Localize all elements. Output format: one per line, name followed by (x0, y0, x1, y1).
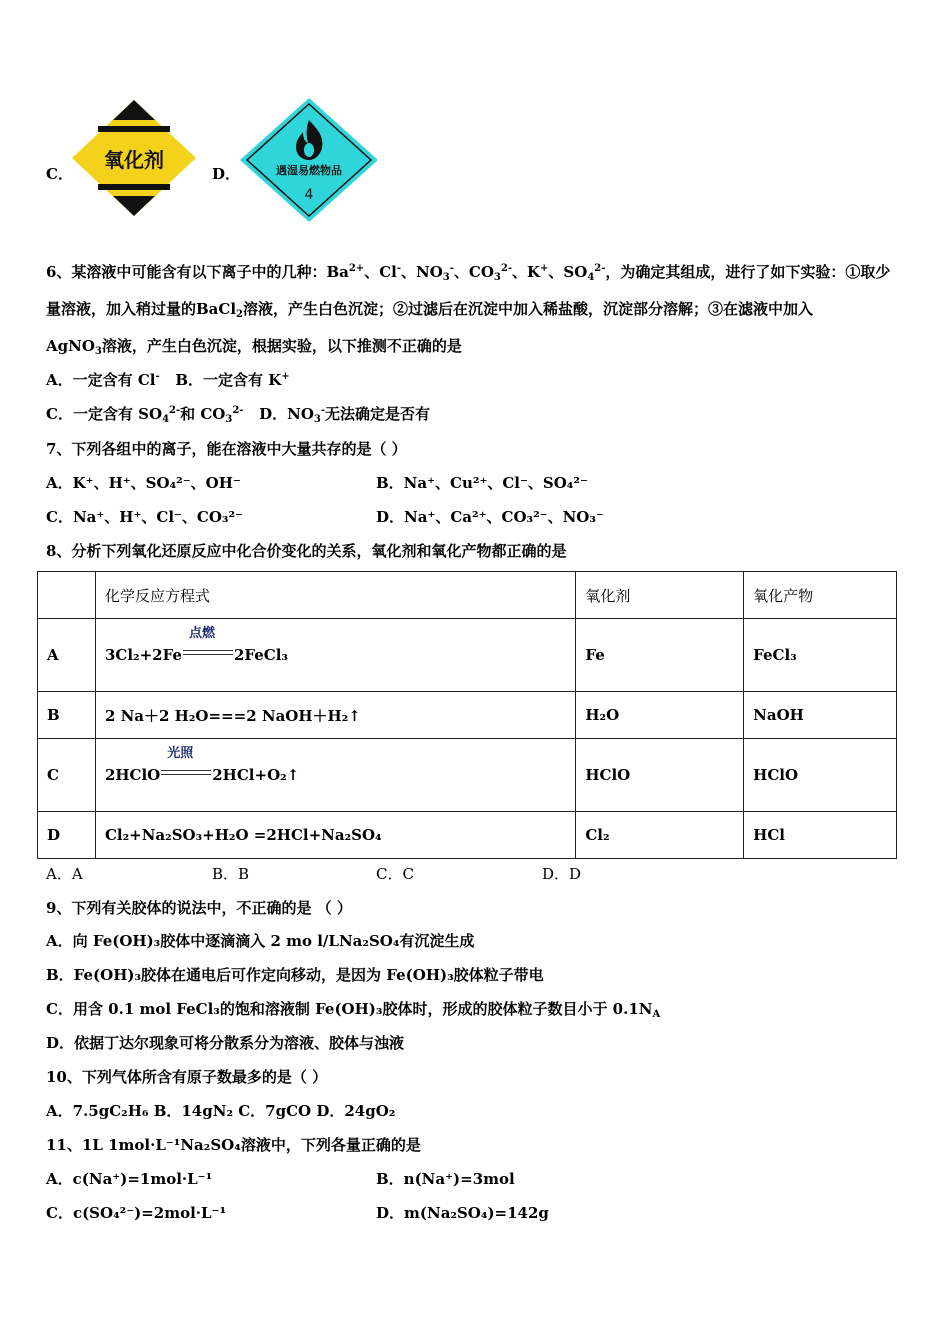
q11-option-c: C．c(SO₄²⁻)=2mol·L⁻¹ (46, 1204, 227, 1222)
wet-flammable-sign (240, 98, 378, 226)
row-label: B (38, 692, 96, 739)
q10-options: A．7.5gC₂H₆ B．14gN₂ C．7gCO D．24gO₂ (46, 1102, 396, 1120)
header-oxidant: 氧化剂 (576, 572, 744, 619)
q8-answer-d: D．D (542, 865, 582, 883)
q9-option-d: D．依据丁达尔现象可将分散系分为溶液、胶体与浊液 (46, 1034, 405, 1052)
q8-answer-a: A．A (46, 865, 83, 883)
option-d-label: D． (212, 165, 241, 183)
q7-option-a: A．K⁺、H⁺、SO₄²⁻、OH⁻ (46, 474, 241, 492)
oxidizer-sign-text: 氧化剂 (104, 148, 164, 172)
wet-flammable-number: 4 (304, 187, 314, 203)
q8-stem: 8、分析下列氧化还原反应中化合价变化的关系，氧化剂和氧化产物都正确的是 (46, 542, 567, 560)
q6-stem-line2: 量溶液，加入稍过量的BaCl$_2$溶液，产生白色沉淀；②过滤后在沉淀中加入稀盐酸，沉淀部分溶解；③在滤液中加入 (46, 300, 814, 320)
table-row (38, 692, 897, 739)
q11-stem: 11、1L 1mol·L⁻¹Na₂SO₄溶液中，下列各量正确的是 (46, 1136, 421, 1154)
q6-options-cd: C．一定含有 $SO_4^{2-}$和 $CO_3^{2-}$ D．$NO_3^-$无法确定是否有 (46, 405, 431, 425)
row-equation: 2HClO 光照 2HCl+O₂↑ (95, 739, 575, 812)
row-equation: 2 Na＋2 H₂O===2 NaOH＋H₂↑ (95, 692, 575, 739)
row-equation: 3Cl₂+2Fe 点燃 2FeCl₃ (95, 619, 575, 692)
q8-answer-c: C．C (376, 865, 414, 883)
table-header-row (38, 572, 897, 619)
row-oxidant: HClO (576, 739, 744, 812)
q9-stem: 9、下列有关胶体的说法中，不正确的是 （ ） (46, 899, 352, 917)
q6-options-ab: A．一定含有 Cl- B．一定含有 K+ (46, 371, 290, 389)
row-oxidant: Cl₂ (576, 812, 744, 859)
condition-label: 光照 (167, 746, 194, 761)
q8-answer-b: B．B (212, 865, 250, 883)
q11-option-a: A．c(Na⁺)=1mol·L⁻¹ (46, 1170, 213, 1188)
row-product: HClO (744, 739, 897, 812)
condition-label: 点燃 (188, 626, 215, 641)
table-row (38, 812, 897, 859)
row-oxidant: H₂O (576, 692, 744, 739)
row-oxidant: Fe (576, 619, 744, 692)
q11-option-b: B．n(Na⁺)=3mol (376, 1170, 515, 1188)
q10-stem: 10、下列气体所含有原子数最多的是（ ） (46, 1068, 328, 1086)
table-row (38, 739, 897, 812)
q11-option-d: D．m(Na₂SO₄)=142g (376, 1204, 549, 1222)
q9-option-b: B．Fe(OH)₃胶体在通电后可作定向移动，是因为 Fe(OH)₃胶体粒子带电 (46, 966, 544, 984)
q9-option-a: A．向 Fe(OH)₃胶体中逐滴滴入 2 mo l/LNa₂SO₄有沉淀生成 (46, 932, 475, 950)
q6-stem-line3: AgNO$_3$溶液，产生白色沉淀，根据实验，以下推测不正确的是 (46, 337, 462, 357)
row-product: FeCl₃ (744, 619, 897, 692)
row-label: A (38, 619, 96, 692)
q7-stem: 7、下列各组中的离子，能在溶液中大量共存的是（ ） (46, 440, 407, 458)
row-product: NaOH (744, 692, 897, 739)
q6-stem-line1: 6、某溶液中可能含有以下离子中的几种：$Ba^{2+}$、Cl-、$NO_3^-$、$CO_3^{2-}$、K+、$SO_4^{2-}$，为确定其组成，进行了如下实验：①取少 (46, 263, 891, 283)
q8-reaction-table (37, 571, 897, 859)
q7-option-d: D．Na⁺、Ca²⁺、CO₃²⁻、NO₃⁻ (376, 508, 604, 526)
row-label: D (38, 812, 96, 859)
row-equation: Cl₂+Na₂SO₃+H₂O =2HCl+Na₂SO₄ (95, 812, 575, 859)
option-c-label: C． (46, 165, 73, 183)
row-label: C (38, 739, 96, 812)
oxidizer-sign (72, 100, 196, 220)
wet-flammable-text: 遇湿易燃物品 (276, 164, 342, 177)
table-row (38, 619, 897, 692)
header-equation: 化学反应方程式 (95, 572, 575, 619)
q7-option-b: B．Na⁺、Cu²⁺、Cl⁻、SO₄²⁻ (376, 474, 588, 492)
header-product: 氧化产物 (744, 572, 897, 619)
row-product: HCl (744, 812, 897, 859)
header-label (38, 572, 96, 619)
q7-option-c: C．Na⁺、H⁺、Cl⁻、CO₃²⁻ (46, 508, 243, 526)
q9-option-c: C．用含 0.1 mol FeCl₃的饱和溶液制 Fe(OH)₃胶体时，形成的胶体粒子数目小于 $0.1N_A$ (46, 1000, 661, 1020)
